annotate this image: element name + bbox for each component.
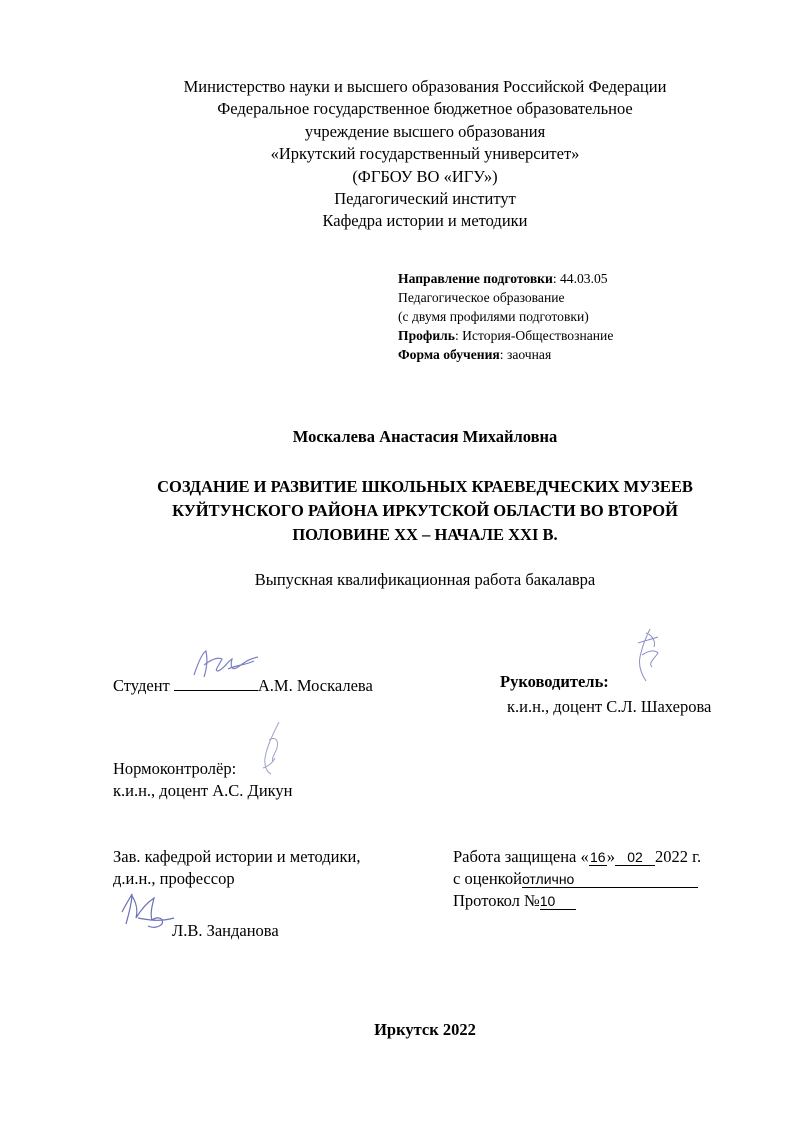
head-name: Л.В. Занданова bbox=[172, 921, 279, 940]
title-line-3: ПОЛОВИНЕ XX – НАЧАЛЕ XXI В. bbox=[292, 525, 558, 544]
head-line-1: Зав. кафедрой истории и методики, bbox=[113, 847, 361, 866]
profile-value: : История-Обществознание bbox=[454, 328, 614, 343]
student-line bbox=[113, 672, 373, 696]
supervisor-label: Руководитель: bbox=[500, 672, 609, 691]
city-year: Иркутск 2022 bbox=[374, 1020, 476, 1039]
defense-day: 16 bbox=[589, 849, 606, 865]
direction-line2: Педагогическое образование bbox=[398, 290, 565, 305]
header-line-ministry: Министерство науки и высшего образования Российской Федерации bbox=[183, 77, 667, 96]
header-line-federal: Федеральное государственное бюджетное образовательное bbox=[217, 99, 633, 119]
grade-value: отлично bbox=[521, 871, 575, 887]
form-label: Форма обучения bbox=[398, 347, 500, 362]
defense-prefix: Работа защищена « bbox=[453, 847, 589, 866]
protocol-number: 10 bbox=[539, 893, 556, 909]
work-type: Выпускная квалификационная работа бакалавра bbox=[254, 570, 596, 589]
institution-header bbox=[0, 76, 794, 233]
profile-label: Профиль bbox=[398, 328, 455, 343]
grade-line bbox=[453, 869, 698, 889]
header-line-department: Кафедра истории и методики bbox=[322, 211, 528, 231]
header-line-institution: учреждение высшего образования bbox=[304, 121, 546, 141]
direction-block bbox=[398, 269, 613, 364]
defense-year: 2022 г. bbox=[654, 847, 702, 866]
normcontrol-signature-icon bbox=[255, 718, 291, 778]
student-name: А.М. Москалева bbox=[257, 676, 373, 696]
direction-value: : 44.03.05 bbox=[552, 271, 608, 286]
form-value: : заочная bbox=[499, 347, 552, 362]
author-name: Москалева Анастасия Михайловна bbox=[292, 427, 558, 446]
title-line-2: КУЙТУНСКОГО РАЙОНА ИРКУТСКОЙ ОБЛАСТИ ВО ВТОРОЙ bbox=[172, 501, 678, 520]
header-line-institute: Педагогический институт bbox=[334, 189, 516, 209]
defense-month: 02 bbox=[627, 849, 643, 865]
defense-line bbox=[453, 847, 701, 867]
header-line-abbrev: (ФГБОУ ВО «ИГУ») bbox=[352, 166, 498, 186]
thesis-title bbox=[0, 475, 794, 547]
student-signature-line bbox=[174, 672, 258, 691]
normcontrol-name: к.и.н., доцент А.С. Дикун bbox=[113, 781, 293, 800]
direction-label: Направление подготовки bbox=[398, 271, 553, 286]
title-line-1: СОЗДАНИЕ И РАЗВИТИЕ ШКОЛЬНЫХ КРАЕВЕДЧЕСКИХ МУЗЕЕВ bbox=[157, 477, 693, 496]
direction-line3: (с двумя профилями подготовки) bbox=[398, 309, 589, 324]
head-line-2: д.и.н., профессор bbox=[113, 869, 235, 888]
supervisor-signature-icon bbox=[628, 625, 668, 685]
student-label: Студент bbox=[113, 676, 174, 696]
header-line-university: «Иркутский государственный университет» bbox=[270, 144, 580, 164]
grade-label: с оценкой bbox=[453, 869, 522, 888]
normcontrol-label: Нормоконтролёр: bbox=[113, 759, 237, 778]
protocol-label: Протокол № bbox=[453, 891, 540, 910]
supervisor-name: к.и.н., доцент С.Л. Шахерова bbox=[507, 697, 712, 716]
defense-mid: » bbox=[606, 847, 615, 866]
head-signature-icon bbox=[118, 888, 180, 932]
protocol-line bbox=[453, 891, 576, 911]
